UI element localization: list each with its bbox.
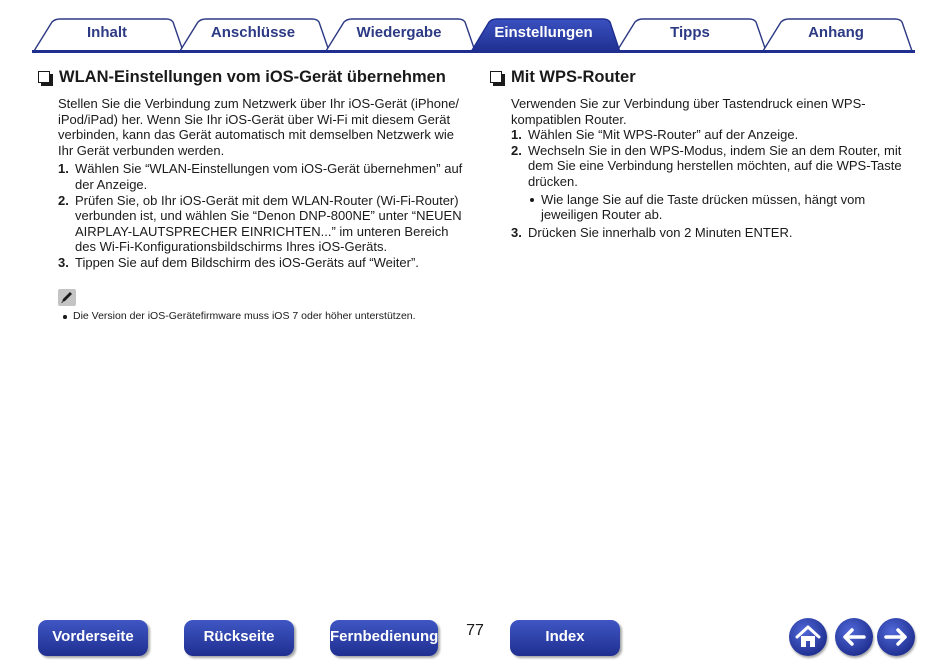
- pencil-icon: [58, 289, 76, 306]
- intro-line: kompatiblen Router.: [511, 111, 627, 127]
- section-wlan-ios: [38, 66, 468, 271]
- home-button[interactable]: [789, 618, 827, 656]
- bullet-item: [528, 192, 910, 223]
- step-line: drücken.: [528, 173, 578, 189]
- step-number: 1.: [58, 161, 69, 177]
- section-title: Mit WPS-Router: [511, 67, 636, 86]
- step-number: 3.: [511, 224, 522, 240]
- tab-tipps[interactable]: Tipps: [670, 24, 710, 41]
- arrow-left-icon: [835, 618, 873, 656]
- intro-line: iPod/iPad) her. Wenn Sie Ihr iOS-Gerät über Wi-Fi mit diesem Gerät: [58, 111, 451, 127]
- step-number: 1.: [511, 127, 522, 143]
- step-number: 2.: [511, 142, 522, 158]
- front-page-button[interactable]: Vorderseite: [38, 620, 148, 656]
- checkbox-icon: [38, 71, 50, 83]
- page-number: 77: [466, 622, 484, 639]
- note-text: Die Version der iOS-Gerätefirmware muss iOS 7 oder höher unterstützen.: [62, 310, 416, 323]
- rear-panel-button[interactable]: Rückseite: [184, 620, 294, 656]
- bullet-list: [528, 192, 910, 223]
- step-item: [58, 161, 468, 192]
- step-line: des Wi-Fi-Konfigurationsbildschirms Ihres iOS-Geräts.: [75, 239, 388, 255]
- tab-einstellungen[interactable]: Einstellungen: [494, 24, 593, 41]
- previous-page-button[interactable]: [835, 618, 873, 656]
- section-wps-router: [490, 66, 910, 240]
- step-item: [511, 143, 910, 223]
- step-line: Wählen Sie “WLAN-Einstellungen vom iOS-Gerät übernehmen” auf: [75, 161, 463, 177]
- step-list: [511, 127, 910, 240]
- tab-wiedergabe[interactable]: Wiedergabe: [356, 24, 442, 41]
- step-line: AIRPLAY-LAUTSPRECHER EINRICHTEN...” im unteren Bereich: [75, 223, 449, 239]
- arrow-right-icon: [877, 618, 915, 656]
- index-button[interactable]: Index: [510, 620, 620, 656]
- step-line: dem Sie eine Verbindung herstellen möchten, auf die WPS-Taste: [528, 158, 902, 174]
- step-item: [511, 127, 910, 143]
- tab-bar: [0, 0, 950, 56]
- step-item: [511, 225, 910, 241]
- next-page-button[interactable]: [877, 618, 915, 656]
- intro-line: verbinden, kann das Gerät automatisch mit demselben Netzwerk wie: [58, 127, 454, 143]
- intro-line: Verwenden Sie zur Verbindung über Tastendruck einen WPS-: [511, 96, 866, 111]
- intro-line: Stellen Sie die Verbindung zum Netzwerk über Ihr iOS-Gerät (iPhone/: [58, 96, 460, 111]
- section-heading: [490, 66, 910, 88]
- intro-paragraph: [58, 96, 468, 158]
- step-number: 3.: [58, 254, 69, 270]
- intro-line: Ihr Gerät verbunden werden.: [58, 142, 225, 158]
- section-heading: [38, 66, 468, 88]
- intro-paragraph: [511, 96, 910, 127]
- step-item: [58, 193, 468, 255]
- step-line: Drücken Sie innerhalb von 2 Minuten ENTER.: [528, 224, 793, 240]
- step-line: Wechseln Sie in den WPS-Modus, indem Sie an dem Router, mit: [528, 142, 902, 158]
- home-icon: [789, 618, 827, 656]
- checkbox-icon: [490, 71, 502, 83]
- remote-control-button[interactable]: Fernbedienung: [330, 620, 438, 656]
- bullet-line: jeweiligen Router ab.: [541, 207, 663, 223]
- step-number: 2.: [58, 192, 69, 208]
- tab-anhang[interactable]: Anhang: [808, 24, 864, 41]
- step-list: [58, 161, 468, 270]
- step-line: Prüfen Sie, ob Ihr iOS-Gerät mit dem WLAN-Router (Wi-Fi-Router): [75, 192, 459, 208]
- step-line: Wählen Sie “Mit WPS-Router” auf der Anzeige.: [528, 127, 799, 143]
- section-title: WLAN-Einstellungen vom iOS-Gerät übernehmen: [59, 67, 446, 86]
- step-line: verbunden ist, und wählen Sie “Denon DNP-800NE” unter “NEUEN: [75, 208, 462, 224]
- step-line: der Anzeige.: [75, 176, 148, 192]
- step-line: Tippen Sie auf dem Bildschirm des iOS-Geräts auf “Weiter”.: [75, 254, 419, 270]
- tab-inhalt[interactable]: Inhalt: [87, 24, 127, 41]
- step-item: [58, 255, 468, 271]
- bullet-line: Wie lange Sie auf die Taste drücken müssen, hängt vom: [541, 191, 866, 207]
- tab-anschluesse[interactable]: Anschlüsse: [210, 24, 296, 41]
